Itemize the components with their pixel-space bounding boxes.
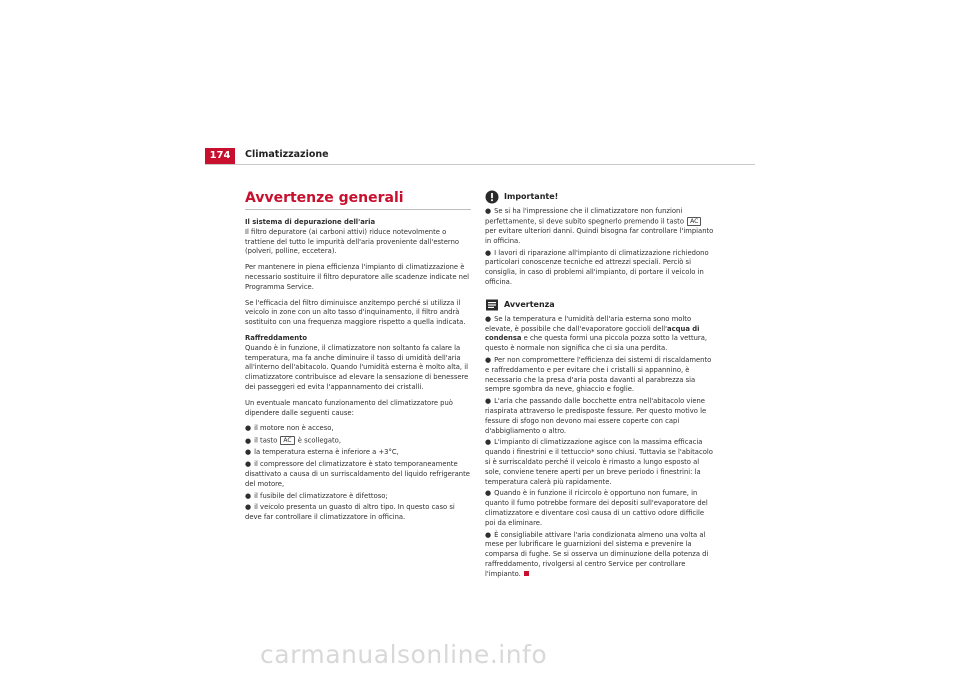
bullet-icon: ●	[245, 491, 252, 500]
filter-paragraph-1: Il filtro depuratore (ai carboni attivi) riduce notevolmente o trattiene del tutto le impurità dell'aria proveniente dall'esterno (polveri, polline, eccetera).	[245, 227, 460, 256]
cause-bullet-1: ● il motore non è acceso,	[245, 424, 334, 433]
bullet-icon: ●	[485, 314, 492, 323]
section-end-icon	[524, 571, 529, 576]
note-bullet-6: ● È consigliabile attivare l'aria condizionata almeno una volta al mese per lubrificare le guarnizioni del sistema e prevenire la comparsa di fughe. Se si osserva un diminuzione della potenza di raffreddamento, rivolgersi al centro Service per controllare l'impianto.	[485, 530, 709, 578]
note-bullet-3: ● L'aria che passando dalle bocchette entra nell'abitacolo viene riaspirata attraverso le predisposte fessure. Per questo motivo le fessure di sfogo non devono mai essere coperte con capi d'abbigliamento o altro.	[485, 397, 707, 435]
note-bullet-5: ● Quando è in funzione il ricircolo è opportuno non fumare, in quanto il fumo potrebbe formare dei depositi sull'evaporatore del climatizzatore e diventare così causa di un cattivo odore difficile poi da eliminare.	[485, 489, 708, 527]
bullet-icon: ●	[245, 460, 252, 469]
left-column	[245, 190, 471, 525]
cooling-paragraph-1: Quando è in funzione, il climatizzatore non soltanto fa calare la temperatura, ma fa anche diminuire il tasso di umidità dell'aria all'interno dell'abitacolo. Quando l'umidità esterna è molto alta, il climatizzatore contribuisce ad elevare la sensazione di benessere dei passeggeri ed evita l'appannamento dei cristalli.	[245, 343, 469, 391]
cause-bullet-4: ● il compressore del climatizzatore è stato temporaneamente disattivato a causa di un surriscaldamento del liquido refrigerante del motore,	[245, 460, 470, 488]
important-header	[485, 190, 715, 204]
ac-button-icon: AC	[280, 436, 294, 445]
filter-heading: Il sistema di depurazione dell'aria	[245, 218, 376, 226]
right-column	[485, 190, 715, 582]
header-rule	[205, 164, 755, 165]
cooling-paragraph-2: Un eventuale mancato funzionamento del climatizzatore può dipendere dalle seguenti cause:	[245, 398, 453, 417]
important-title: Importante!	[504, 192, 559, 202]
cooling-heading: Raffreddamento	[245, 333, 308, 342]
bullet-icon: ●	[485, 397, 492, 406]
bullet-icon: ●	[485, 356, 492, 365]
bullet-icon: ●	[485, 530, 492, 539]
note-title: Avvertenza	[504, 299, 555, 309]
note-header	[485, 298, 715, 312]
note-icon	[485, 298, 499, 312]
cause-bullet-2: ● il tasto AC è scollegato,	[245, 436, 341, 445]
ac-button-icon: AC	[687, 217, 701, 226]
bullet-icon: ●	[245, 436, 252, 445]
exclamation-icon	[485, 190, 499, 204]
important-bullet-2: ● I lavori di riparazione all'impianto di climatizzazione richiedono particolari conoscenze tecniche ed attrezzi speciali. Perciò si consiglia, in caso di problemi all'impianto, di portare il veicolo in officina.	[485, 248, 709, 287]
bullet-icon: ●	[245, 448, 252, 457]
watermark: carmanualsonline.info	[260, 640, 548, 669]
cause-bullet-3: ● la temperatura esterna è inferiore a +3°C,	[245, 448, 399, 457]
section-title: Avvertenze generali	[245, 190, 404, 206]
title-rule	[245, 209, 471, 210]
page-number: 174	[205, 148, 235, 164]
bullet-icon: ●	[245, 424, 252, 433]
filter-paragraph-3: Se l'efficacia del filtro diminuisce anzitempo perché si utilizza il veicolo in zone con un alto tasso d'inquinamento, il filtro andrà sostituito con una frequenza maggiore rispetto a quella indicata.	[245, 298, 466, 327]
bullet-icon: ●	[485, 489, 492, 498]
filter-paragraph-2: Per mantenere in piena efficienza l'impianto di climatizzazione è necessario sostituire il filtro depuratore alle scadenze indicate nel Programma Service.	[245, 263, 470, 291]
cause-bullet-5: ● il fusibile del climatizzatore è difettoso;	[245, 491, 388, 500]
bullet-icon: ●	[245, 503, 252, 512]
note-bullet-2: ● Per non compromettere l'efficienza dei sistemi di riscaldamento e raffreddamento e per evitare che i cristalli si appannino, è necessario che la presa d'aria posta davanti al parabrezza sia sempre sgombra da neve, ghiaccio e foglie.	[485, 356, 712, 394]
important-bullet-1: ● Se si ha l'impressione che il climatizzatore non funzioni perfettamente, si deve subito spegnerlo premendo il tasto AC per evitare ulteriori danni. Quindi bisogna far controllare l'impianto in officina.	[485, 207, 714, 245]
bullet-icon: ●	[485, 438, 492, 447]
note-bullet-1: ● Se la temperatura e l'umidità dell'aria esterna sono molto elevate, è possibile che dall'evaporatore goccioli dell'acqua di condensa e che questa formi una piccola pozza sotto la vettura, questo è normale non significa che ci sia una perdita.	[485, 314, 708, 353]
cause-bullet-6: ● il veicolo presenta un guasto di altro tipo. In questo caso si deve far controllare il climatizzatore in officina.	[245, 503, 455, 522]
chapter-title: Climatizzazione	[245, 149, 329, 160]
bullet-icon: ●	[485, 207, 492, 215]
note-bullet-4: ● L'impianto di climatizzazione agisce con la massima efficacia quando i finestrini e il tettuccio* sono chiusi. Tuttavia se l'abitacolo si è surriscaldato perché il veicolo è rimasto a lungo esposto al sole, conviene tenere aperti per un breve periodo i finestrini: la temperatura calerà più rapidamente.	[485, 438, 713, 486]
bullet-icon: ●	[485, 248, 492, 257]
